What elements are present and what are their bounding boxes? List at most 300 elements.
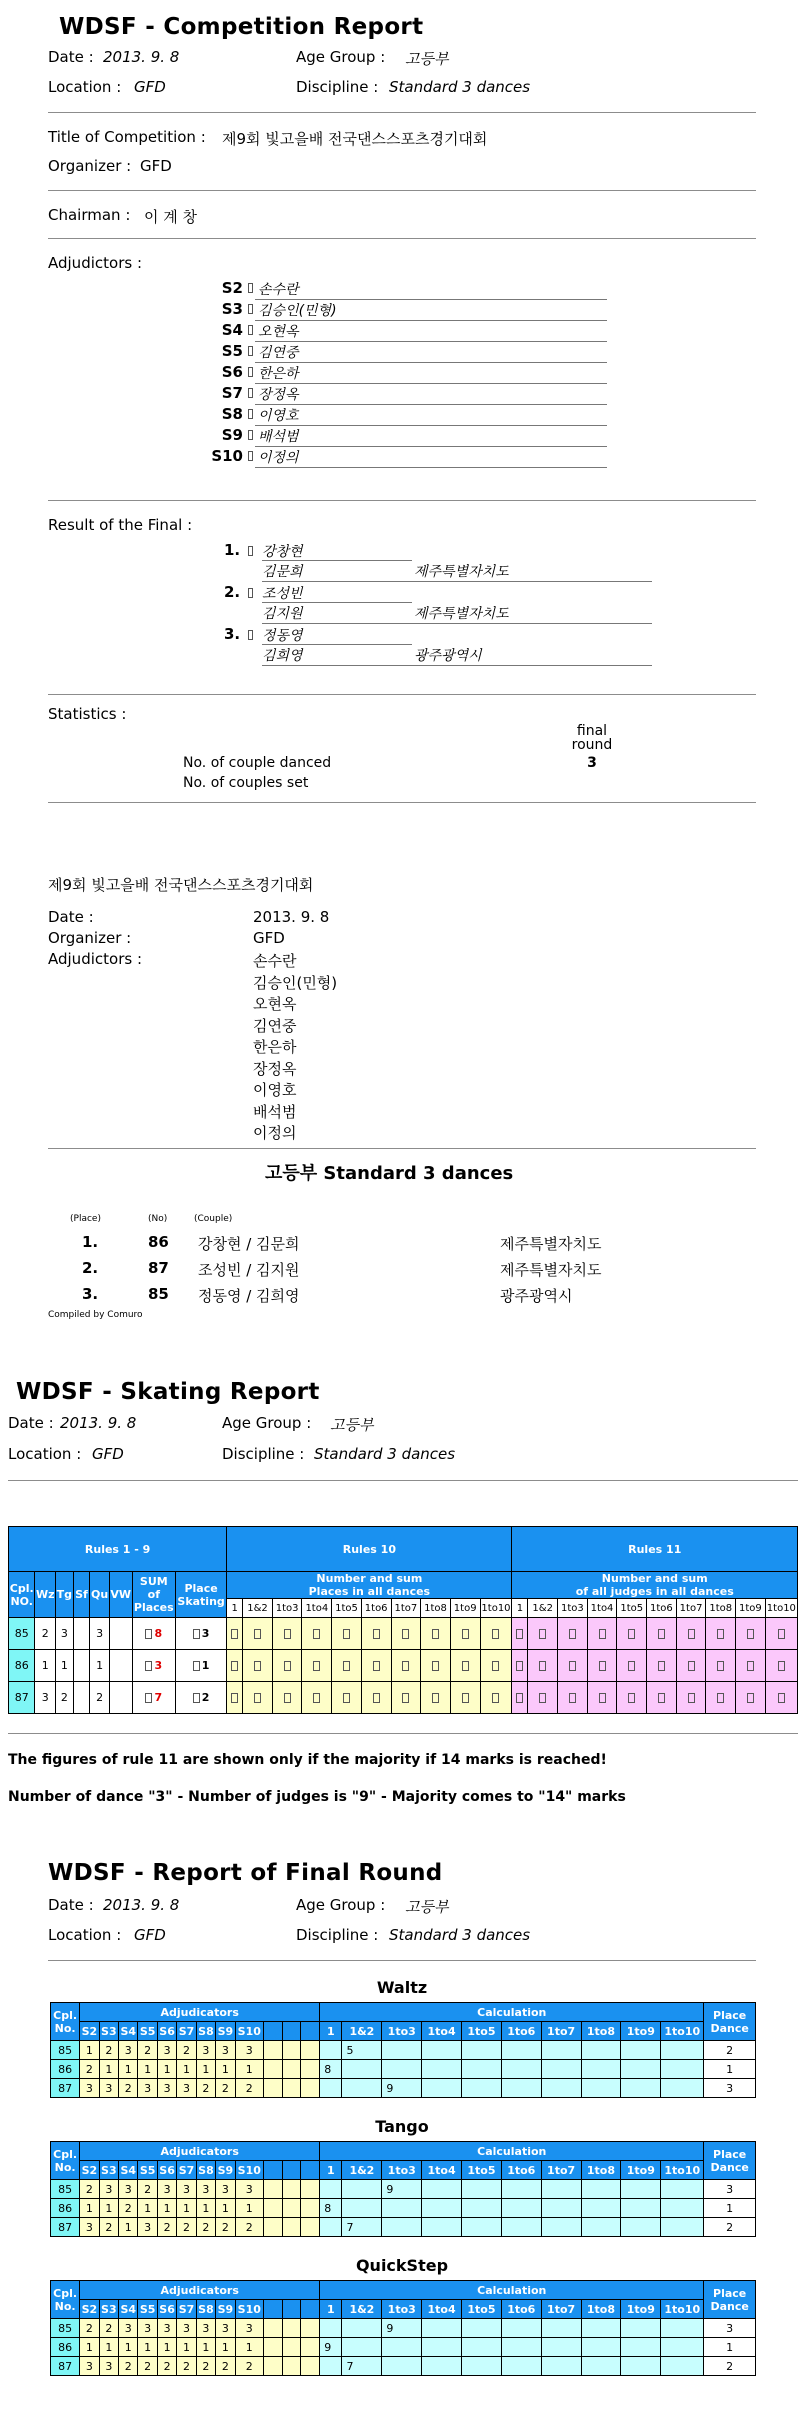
calc-cell (541, 2357, 581, 2376)
row-line (262, 644, 412, 645)
mark-cell (263, 2180, 282, 2199)
box-glyph-icon (599, 1629, 606, 1639)
rule-10-cell (272, 1618, 302, 1650)
adjudicator-name: 손수란 (258, 282, 299, 298)
calc-cell (501, 2338, 541, 2357)
mark-cell: 3 (119, 2180, 138, 2199)
mark-cell: 1 (138, 2199, 157, 2218)
calc-cell (320, 2218, 342, 2237)
box-glyph-icon (248, 451, 253, 461)
rule-11-cell (512, 1682, 528, 1714)
mark-cell: 2 (196, 2218, 215, 2237)
sk-agegroup-value: 고등부 (330, 1416, 374, 1434)
judge-header: S9 (216, 2161, 235, 2180)
fr-location-value: GFD (134, 1926, 166, 1944)
calc-cell (501, 2041, 541, 2060)
calc-cell (382, 2338, 422, 2357)
calc-cell (462, 2180, 502, 2199)
summary-place: 3. (82, 1285, 99, 1303)
place-cell (175, 1682, 226, 1714)
sk-location-label: Location : (8, 1445, 82, 1463)
rule-11-cell (647, 1650, 677, 1682)
result-leader: 강창현 (262, 544, 303, 560)
mark-cell: 2 (216, 2079, 235, 2098)
mark-cell (282, 2218, 301, 2237)
box-glyph-icon (539, 1693, 546, 1703)
rule-11-cell (706, 1650, 736, 1682)
box-glyph-icon (231, 1693, 238, 1703)
rule-11-cell (558, 1682, 588, 1714)
place-value: 2 (201, 1691, 210, 1704)
rule-11-cell (558, 1650, 588, 1682)
summary-no: 86 (148, 1233, 169, 1251)
place-header-l1: Place (713, 2008, 747, 2022)
summary-adjudicator: 한은하 (253, 1038, 297, 1056)
place-dance-header (704, 2003, 756, 2041)
calc-header-10: 1to7 (391, 1599, 421, 1618)
judge-header (282, 2161, 301, 2180)
mark-cell: 3 (177, 2180, 196, 2199)
rule-10-cell (227, 1650, 243, 1682)
row-line (262, 602, 412, 603)
summary-region: 광주광역시 (500, 1287, 573, 1305)
mark-cell: 1 (177, 2199, 196, 2218)
dance-header: Sf (73, 1572, 90, 1618)
cpl-cell: 87 (51, 2357, 80, 2376)
mark-cell: 3 (99, 2180, 118, 2199)
place-value: 1 (201, 1659, 210, 1672)
rule-11-cell (765, 1618, 797, 1650)
calc-cell (621, 2319, 661, 2338)
calc-cell (581, 2199, 621, 2218)
summary-organizer: GFD (253, 929, 285, 947)
calc-cell: 8 (320, 2199, 342, 2218)
calc-header: 1to5 (462, 2300, 502, 2319)
rule-11-cell (765, 1650, 797, 1682)
calc-cell (422, 2357, 462, 2376)
calc-header: 1to3 (382, 2300, 422, 2319)
judge-header: S3 (99, 2161, 118, 2180)
calc-cell (462, 2060, 502, 2079)
judge-header (282, 2022, 301, 2041)
rule-11-cell (512, 1650, 528, 1682)
rule-11-cell (617, 1682, 647, 1714)
row-line (255, 341, 607, 342)
dance-header: VW (109, 1572, 132, 1618)
mark-cell (282, 2338, 301, 2357)
rule-11-cell (736, 1618, 766, 1650)
comp-title-label: Title of Competition : (48, 128, 206, 146)
location-value: GFD (134, 78, 166, 96)
summary-region: 제주특별자치도 (500, 1261, 602, 1279)
rule-11-cell (647, 1682, 677, 1714)
mark-cell: 3 (157, 2319, 176, 2338)
calc-cell (621, 2199, 661, 2218)
calc-cell (501, 2060, 541, 2079)
calculation-header: Calculation (320, 2281, 704, 2300)
mark-cell: 1 (235, 2199, 263, 2218)
calc-header: 1to6 (501, 2161, 541, 2180)
judge-header: S8 (196, 2161, 215, 2180)
judge-header: S4 (119, 2161, 138, 2180)
mark-cell: 1 (157, 2199, 176, 2218)
mark-cell: 3 (80, 2357, 99, 2376)
rule-10-cell (421, 1650, 451, 1682)
row-line (255, 362, 607, 363)
rule-11-cell (617, 1618, 647, 1650)
box-glyph-icon (432, 1629, 439, 1639)
box-glyph-icon (231, 1629, 238, 1639)
result-follower: 김지원 (262, 606, 303, 622)
calc-header: 1&2 (342, 2300, 382, 2319)
calc-cell (382, 2060, 422, 2079)
calc-header: 1to4 (422, 2300, 462, 2319)
calc-header: 1 (320, 2022, 342, 2041)
judge-header: S2 (80, 2022, 99, 2041)
cpl-cell: 87 (51, 2218, 80, 2237)
table-row (51, 2041, 756, 2060)
calc-cell (541, 2199, 581, 2218)
calc-cell: 9 (320, 2338, 342, 2357)
calc-header: 1to8 (581, 2161, 621, 2180)
cpl-no-header (9, 1572, 35, 1618)
box-glyph-icon (248, 630, 253, 640)
calc-cell (422, 2319, 462, 2338)
calc-cell (581, 2338, 621, 2357)
judge-header (301, 2022, 320, 2041)
calc-header-10: 1to4 (302, 1599, 332, 1618)
dance-place-cell (109, 1650, 132, 1682)
calc-header-11: 1to3 (558, 1599, 588, 1618)
table-row (51, 2180, 756, 2199)
summary-no: 85 (148, 1285, 169, 1303)
place-cell: 2 (704, 2357, 756, 2376)
judge-header: S6 (157, 2022, 176, 2041)
mark-cell: 2 (119, 2357, 138, 2376)
rule-11-cell (528, 1618, 558, 1650)
dance-table (50, 2280, 756, 2376)
divider (48, 802, 756, 803)
rules-11-sub1: Number and sum (601, 1572, 708, 1585)
fr-date-value: 2013. 9. 8 (103, 1896, 180, 1914)
place-header-l2: Dance (710, 2160, 749, 2174)
box-glyph-icon (462, 1661, 469, 1671)
box-glyph-icon (569, 1661, 576, 1671)
calculation-header: Calculation (320, 2003, 704, 2022)
calc-header: 1to10 (661, 2022, 704, 2041)
row-line (255, 404, 607, 405)
rule-11-cell (587, 1618, 617, 1650)
rule-10-cell (450, 1618, 480, 1650)
calc-cell (661, 2180, 704, 2199)
rule-10-cell (332, 1618, 362, 1650)
no-header: No. (54, 2299, 76, 2313)
calc-cell (342, 2338, 382, 2357)
calc-cell (541, 2079, 581, 2098)
box-glyph-icon (747, 1693, 754, 1703)
col-no-header: (No) (148, 1214, 168, 1224)
summary-adjudicator: 손수란 (253, 952, 297, 970)
calc-header: 1to4 (422, 2161, 462, 2180)
sum-header-l1: SUM of (139, 1575, 168, 1601)
calc-header-10: 1to3 (272, 1599, 302, 1618)
calc-cell (621, 2357, 661, 2376)
place-dance-header (704, 2281, 756, 2319)
judge-header: S4 (119, 2300, 138, 2319)
adjudicator-code: S9 (221, 426, 243, 444)
agegroup-value: 고등부 (405, 50, 449, 68)
dance-place-cell: 3 (56, 1618, 73, 1650)
summary-organizer-label: Organizer : (48, 929, 132, 947)
box-glyph-icon (193, 1661, 200, 1671)
rules-1-9-header: Rules 1 - 9 (9, 1527, 227, 1572)
calc-cell (661, 2079, 704, 2098)
calc-cell: 7 (342, 2218, 382, 2237)
calc-header: 1to7 (541, 2022, 581, 2041)
calc-cell (320, 2041, 342, 2060)
mark-cell: 2 (80, 2180, 99, 2199)
mark-cell: 3 (80, 2218, 99, 2237)
calc-cell (621, 2180, 661, 2199)
box-glyph-icon (569, 1693, 576, 1703)
mark-cell: 1 (235, 2338, 263, 2357)
box-glyph-icon (492, 1661, 499, 1671)
rule-10-cell (450, 1650, 480, 1682)
calc-header: 1to8 (581, 2300, 621, 2319)
table-row (51, 2338, 756, 2357)
place-header-l2: Dance (710, 2299, 749, 2313)
judge-header: S9 (216, 2022, 235, 2041)
mark-cell: 1 (80, 2041, 99, 2060)
rules-10-subheader (227, 1572, 512, 1599)
mark-cell (301, 2060, 320, 2079)
discipline-value: Standard 3 dances (389, 78, 531, 96)
box-glyph-icon (747, 1629, 754, 1639)
mark-cell: 2 (99, 2218, 118, 2237)
place-cell: 3 (704, 2079, 756, 2098)
box-glyph-icon (145, 1629, 152, 1639)
calc-cell (501, 2180, 541, 2199)
mark-cell: 3 (138, 2319, 157, 2338)
judge-header: S10 (235, 2300, 263, 2319)
mark-cell: 3 (119, 2041, 138, 2060)
chairman-value: 이 계 창 (144, 208, 198, 226)
col-couple-header: (Couple) (194, 1214, 233, 1224)
sum-value: 3 (154, 1659, 163, 1672)
report-title: WDSF - Competition Report (59, 14, 424, 40)
table-row (9, 1682, 798, 1714)
calc-header: 1to6 (501, 2022, 541, 2041)
calc-header-11: 1to5 (617, 1599, 647, 1618)
final-round-header (567, 723, 617, 753)
result-place: 2. (224, 583, 241, 601)
rule-10-cell (227, 1682, 243, 1714)
mark-cell (301, 2079, 320, 2098)
box-glyph-icon (343, 1693, 350, 1703)
rule-11-cell (587, 1682, 617, 1714)
box-glyph-icon (145, 1693, 152, 1703)
mark-cell (263, 2199, 282, 2218)
result-follower: 김문희 (262, 564, 303, 580)
mark-cell: 3 (196, 2319, 215, 2338)
sum-value: 8 (154, 1627, 163, 1640)
dance-place-cell (73, 1650, 90, 1682)
rule-10-cell (391, 1618, 421, 1650)
calc-header: 1to3 (382, 2022, 422, 2041)
calc-cell (501, 2199, 541, 2218)
fr-agegroup-label: Age Group : (296, 1896, 386, 1914)
box-glyph-icon (778, 1693, 785, 1703)
sk-agegroup-label: Age Group : (222, 1414, 312, 1432)
sum-cell (132, 1682, 175, 1714)
table-row (51, 2319, 756, 2338)
calc-cell (541, 2180, 581, 2199)
calc-cell (661, 2357, 704, 2376)
mark-cell: 1 (80, 2199, 99, 2218)
mark-cell (263, 2319, 282, 2338)
rule-10-cell (421, 1682, 451, 1714)
mark-cell: 2 (196, 2357, 215, 2376)
calc-cell (501, 2079, 541, 2098)
chairman-label: Chairman : (48, 206, 131, 224)
adjudicators-header: Adjudicators (80, 2281, 320, 2300)
calc-cell (661, 2218, 704, 2237)
calc-header: 1to4 (422, 2022, 462, 2041)
calc-cell (342, 2079, 382, 2098)
rule-10-cell (227, 1618, 243, 1650)
table-row (9, 1618, 798, 1650)
rule-11-cell (706, 1618, 736, 1650)
calc-header-11: 1to4 (587, 1599, 617, 1618)
calc-cell (541, 2218, 581, 2237)
place-cell: 1 (704, 2060, 756, 2079)
rule-11-cell (647, 1618, 677, 1650)
judge-header: S7 (177, 2022, 196, 2041)
place-cell: 3 (704, 2319, 756, 2338)
mark-cell: 1 (216, 2060, 235, 2079)
box-glyph-icon (492, 1629, 499, 1639)
box-glyph-icon (248, 367, 253, 377)
fr-location-label: Location : (48, 1926, 122, 1944)
calc-cell (422, 2338, 462, 2357)
box-glyph-icon (778, 1661, 785, 1671)
mark-cell: 3 (99, 2079, 118, 2098)
dance-place-cell: 2 (56, 1682, 73, 1714)
box-glyph-icon (343, 1661, 350, 1671)
box-glyph-icon (599, 1693, 606, 1703)
calc-cell (462, 2041, 502, 2060)
judge-header: S7 (177, 2161, 196, 2180)
calc-cell (462, 2079, 502, 2098)
box-glyph-icon (402, 1693, 409, 1703)
calc-cell (541, 2319, 581, 2338)
box-glyph-icon (248, 546, 253, 556)
calc-cell: 7 (342, 2357, 382, 2376)
dance-place-cell: 2 (35, 1618, 56, 1650)
mark-cell: 2 (80, 2319, 99, 2338)
calc-cell (320, 2180, 342, 2199)
calc-header-11: 1to9 (736, 1599, 766, 1618)
place-cell: 1 (704, 2338, 756, 2357)
result-place: 1. (224, 541, 241, 559)
result-label: Result of the Final : (48, 516, 193, 534)
table-row (51, 2079, 756, 2098)
cpl-header: Cpl. (53, 2147, 78, 2161)
mark-cell: 3 (157, 2180, 176, 2199)
mark-cell (282, 2079, 301, 2098)
judge-header: S3 (99, 2022, 118, 2041)
rule-10-cell (272, 1682, 302, 1714)
stat-danced-value: 3 (587, 755, 597, 771)
calc-header-11: 1&2 (528, 1599, 558, 1618)
box-glyph-icon (402, 1661, 409, 1671)
organizer-value: GFD (140, 157, 172, 175)
dance-table (50, 2002, 756, 2098)
rule-10-cell (243, 1650, 273, 1682)
rule-11-cell (736, 1650, 766, 1682)
adjudicator-code: S6 (221, 363, 243, 381)
box-glyph-icon (193, 1693, 200, 1703)
fr-agegroup-value: 고등부 (405, 1898, 449, 1916)
calc-header: 1&2 (342, 2022, 382, 2041)
rule-10-cell (480, 1618, 512, 1650)
cpl-cell: 86 (51, 2199, 80, 2218)
result-region: 제주특별자치도 (414, 606, 509, 622)
cpl-no-header (51, 2142, 80, 2180)
row-line (262, 665, 652, 666)
box-glyph-icon (628, 1661, 635, 1671)
calc-cell (501, 2357, 541, 2376)
adjudicator-code: S2 (221, 279, 243, 297)
calc-header: 1to8 (581, 2022, 621, 2041)
summary-date-label: Date : (48, 908, 94, 926)
judge-header: S6 (157, 2161, 176, 2180)
calc-cell (581, 2319, 621, 2338)
table-row (51, 2218, 756, 2237)
box-glyph-icon (402, 1629, 409, 1639)
mark-cell: 2 (119, 2079, 138, 2098)
result-follower: 김희영 (262, 648, 303, 664)
summary-adjudicator: 오현옥 (253, 995, 297, 1013)
rule-10-cell (302, 1650, 332, 1682)
calc-cell (661, 2338, 704, 2357)
calc-cell (621, 2338, 661, 2357)
place-cell: 2 (704, 2041, 756, 2060)
calc-cell (462, 2319, 502, 2338)
judge-header: S2 (80, 2300, 99, 2319)
box-glyph-icon (462, 1629, 469, 1639)
table-row (51, 2357, 756, 2376)
place-cell: 3 (704, 2180, 756, 2199)
calc-cell: 9 (382, 2180, 422, 2199)
mark-cell: 1 (99, 2199, 118, 2218)
divider (48, 238, 756, 239)
summary-adjudicator: 장정옥 (253, 1059, 297, 1078)
row-line (255, 383, 607, 384)
box-glyph-icon (539, 1661, 546, 1671)
cpl-cell: 85 (51, 2319, 80, 2338)
mark-cell: 3 (196, 2041, 215, 2060)
adjudicator-name: 이정의 (258, 450, 299, 466)
place-skating-header (175, 1572, 226, 1618)
sum-value: 7 (154, 1691, 163, 1704)
dance-place-cell: 3 (90, 1618, 109, 1650)
mark-cell: 1 (216, 2338, 235, 2357)
mark-cell (282, 2180, 301, 2199)
adjudicator-name: 장정옥 (258, 387, 299, 403)
mark-cell: 3 (196, 2180, 215, 2199)
calc-header: 1to9 (621, 2300, 661, 2319)
